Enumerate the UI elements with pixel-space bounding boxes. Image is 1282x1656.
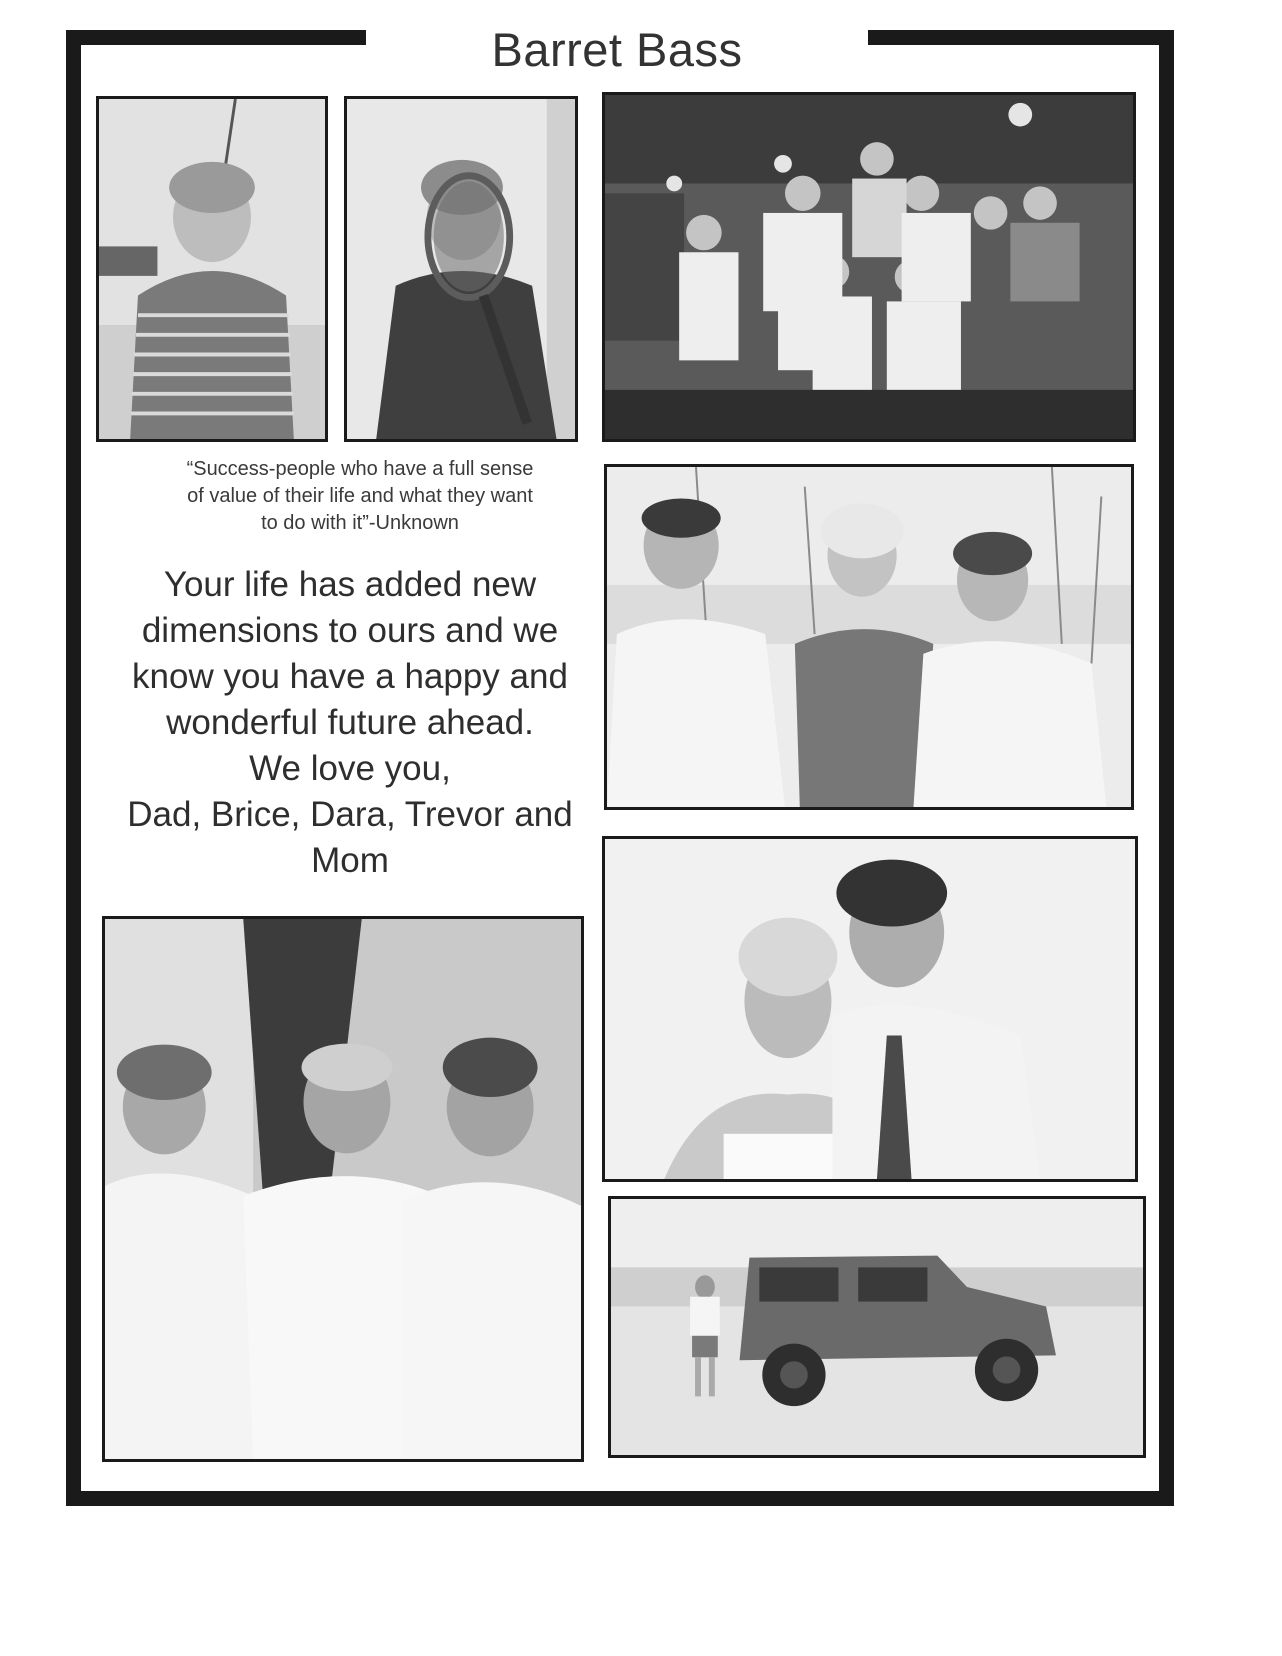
frame-top-right-bar: [868, 30, 1174, 45]
page-title: Barret Bass: [491, 23, 743, 76]
message-line: Your life has added new: [163, 565, 537, 604]
photo-child-tennis-racket: [344, 96, 578, 442]
photo-mom-and-two-sons-beach: [604, 464, 1134, 810]
message-line: wonderful future ahead.: [166, 703, 534, 742]
quote-line: of value of their life and what they want: [187, 485, 533, 507]
photo-group-of-kids: [602, 92, 1136, 442]
message-line: Mom: [311, 841, 389, 880]
photo-boy-with-muddy-truck: [608, 1196, 1146, 1458]
message-line: We love you,: [249, 749, 451, 788]
message-line: dimensions to ours and we: [141, 611, 559, 650]
message-line: know you have a happy and: [132, 657, 568, 696]
photo-couple-formal: [602, 836, 1138, 1182]
quote-block: [140, 456, 580, 537]
message-block: [100, 562, 600, 884]
photo-dad-and-two-sons: [102, 916, 584, 1462]
quote-line: to do with it”-Unknown: [261, 512, 459, 534]
frame-top-left-bar: [66, 30, 366, 45]
photo-toddler-striped-shirt: [96, 96, 328, 442]
message-line: Dad, Brice, Dara, Trevor and: [127, 795, 573, 834]
quote-line: “Success-people who have a full sense: [186, 458, 534, 480]
